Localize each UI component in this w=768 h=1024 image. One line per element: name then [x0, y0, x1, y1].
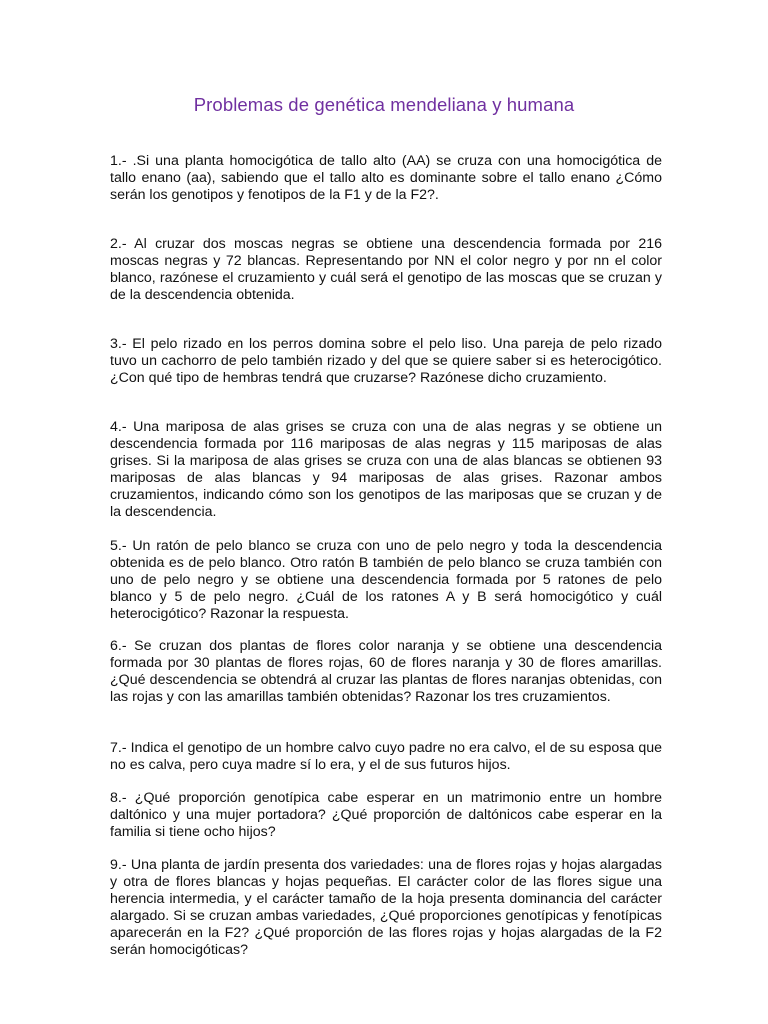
problem-1: 1.- .Si una planta homocigótica de tallo alto (AA) se cruza con una homocigótica de tallo enano (aa), sabiendo que el tallo alto es dominante sobre el tallo enano ¿Cómo serán los genotipos y fenotipos de la F1 y de la F2?.	[110, 153, 662, 203]
problem-3: 3.- El pelo rizado en los perros domina sobre el pelo liso. Una pareja de pelo rizado tuvo un cachorro de pelo también rizado y del que se quiere saber si es heterocigótico. ¿Con qué tipo de hembras tendrá que cruzarse? Razónese dicho cruzamiento.	[110, 336, 662, 386]
problem-8: 8.- ¿Qué proporción genotípica cabe esperar en un matrimonio entre un hombre daltónico y una mujer portadora? ¿Qué proporción de daltónicos cabe esperar en la familia si tiene ocho hijos?	[110, 790, 662, 840]
problem-5: 5.- Un ratón de pelo blanco se cruza con uno de pelo negro y toda la descendencia obtenida es de pelo blanco. Otro ratón B también de pelo blanco se cruza también con uno de pelo negro y se obtiene una descendencia formada por 5 ratones de pelo blanco y 5 de pelo negro. ¿Cuál de los ratones A y B será homocigótico y cuál heterocigótico? Razonar la respuesta.	[110, 538, 662, 622]
page-title: Problemas de genética mendeliana y humana	[193, 94, 575, 115]
problem-4: 4.- Una mariposa de alas grises se cruza con una de alas negras y se obtiene un descendencia formada por 116 mariposas de alas negras y 115 mariposas de alas grises. Si la mariposa de alas grises se cruza con una de alas blancas se obtienen 93 mariposas de alas blancas y 94 mariposas de alas grises. Razonar ambos cruzamientos, indicando cómo son los genotipos de las mariposas que se cruzan y de la descendencia.	[110, 419, 662, 520]
problem-9: 9.- Una planta de jardín presenta dos variedades: una de flores rojas y hojas alargadas y otra de flores blancas y hojas pequeñas. El carácter color de las flores sigue una herencia intermedia, y el carácter tamaño de la hoja presenta dominancia del carácter alargado. Si se cruzan ambas variedades, ¿Qué proporciones genotípicas y fenotípicas aparecerán en la F2? ¿Qué proporción de las flores rojas y hojas alargadas de la F2 serán homocigóticas?	[110, 857, 662, 958]
problem-2: 2.- Al cruzar dos moscas negras se obtiene una descendencia formada por 216 moscas negras y 72 blancas. Representando por NN el color negro y por nn el color blanco, razónese el cruzamiento y cuál será el genotipo de las moscas que se cruzan y de la descendencia obtenida.	[110, 236, 662, 303]
problem-7: 7.- Indica el genotipo de un hombre calvo cuyo padre no era calvo, el de su esposa que no es calva, pero cuya madre sí lo era, y el de sus futuros hijos.	[110, 740, 662, 773]
problem-6: 6.- Se cruzan dos plantas de flores color naranja y se obtiene una descendencia formada por 30 plantas de flores rojas, 60 de flores naranja y 30 de flores amarillas. ¿Qué descendencia se obtendrá al cruzar las plantas de flores naranjas obtenidas, con las rojas y con las amarillas también obtenidas? Razonar los tres cruzamientos.	[110, 638, 662, 705]
